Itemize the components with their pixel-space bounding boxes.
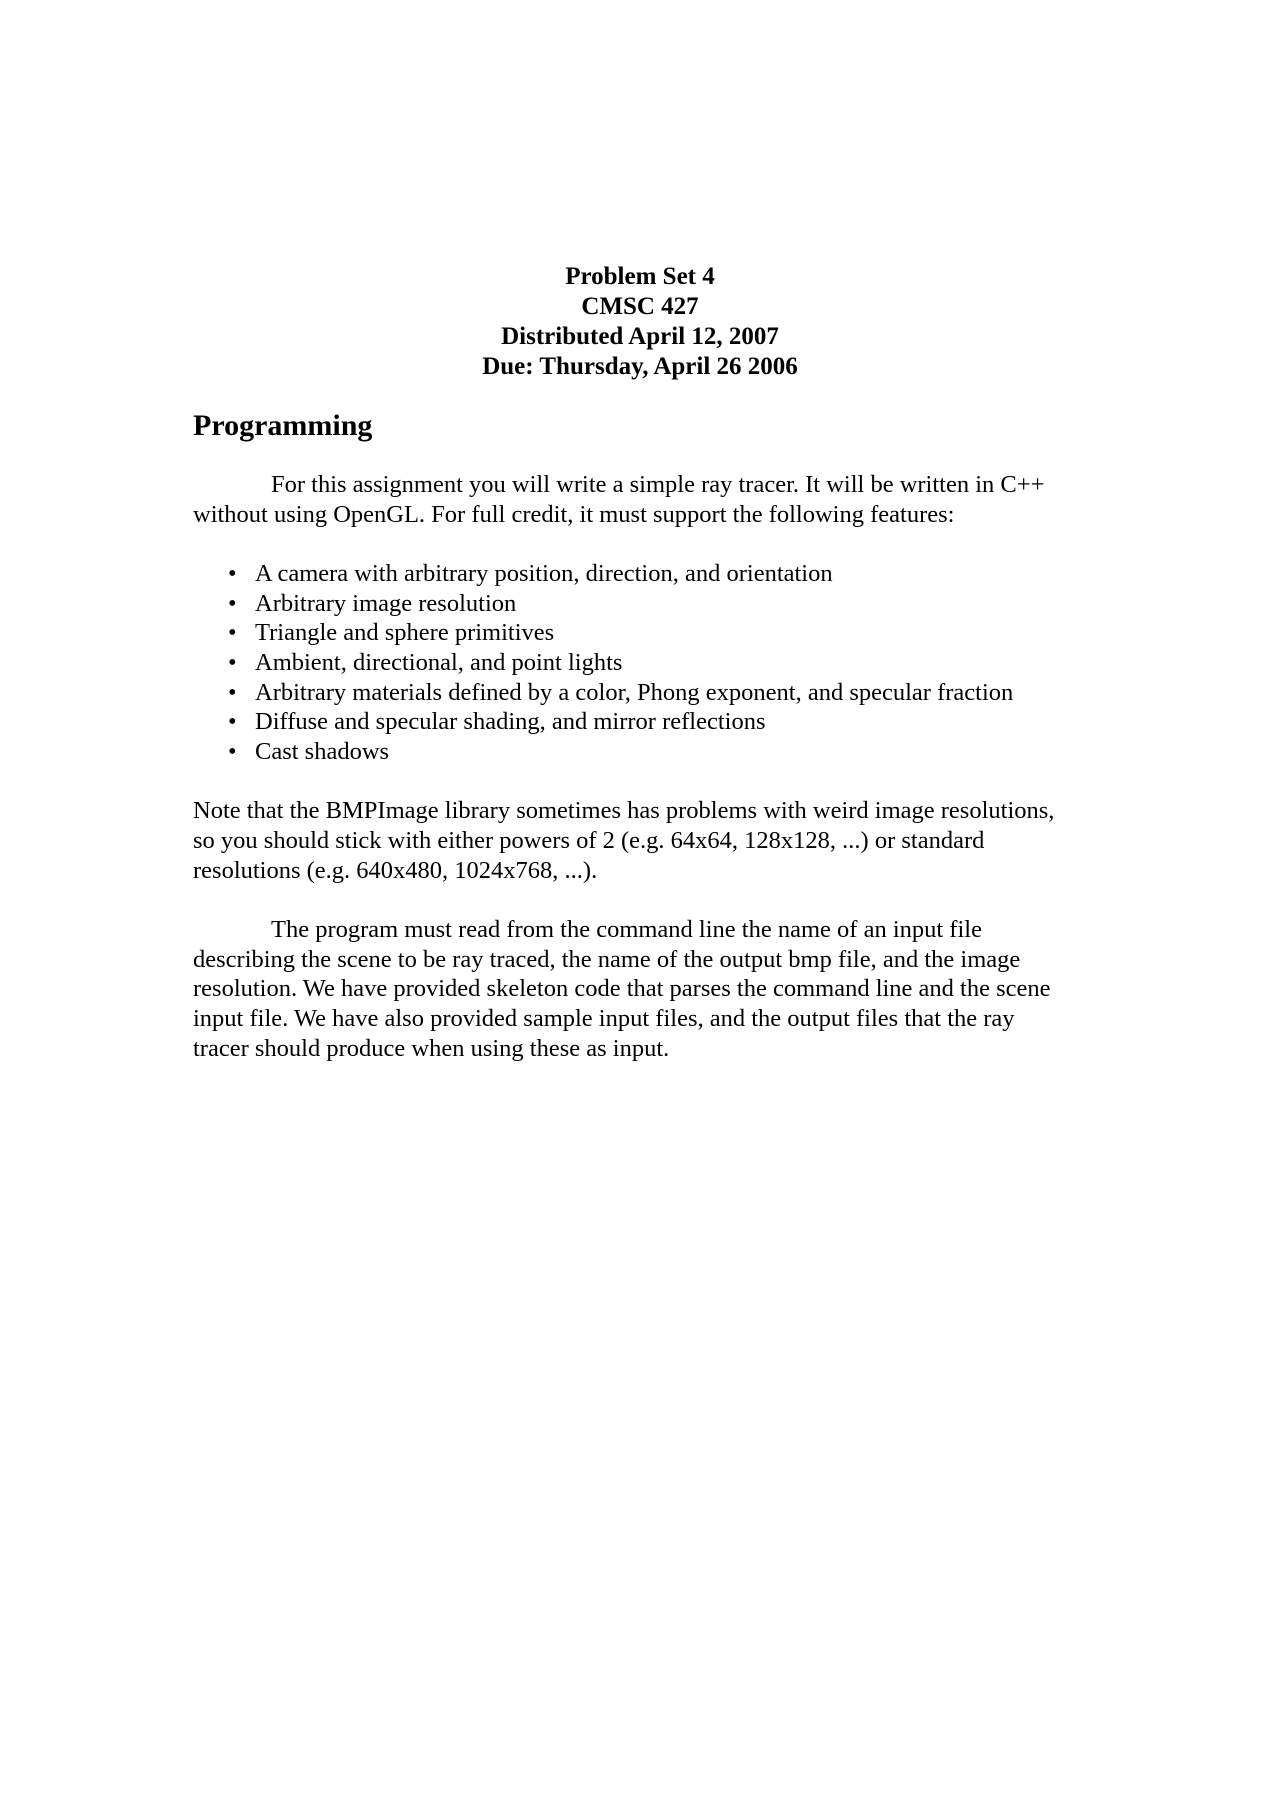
- problem-set-title: Problem Set 4: [565, 263, 715, 290]
- bullet-icon: •: [228, 560, 237, 588]
- feature-item: [193, 678, 1133, 708]
- feature-item: [193, 707, 1133, 737]
- program-line: describing the scene to be ray traced, the name of the output bmp file, and the image: [193, 945, 1021, 973]
- program-line: input file. We have also provided sample input files, and the output files that the ray: [193, 1004, 1015, 1032]
- program-line: The program must read from the command line the name of an input file: [271, 916, 982, 944]
- bullet-icon: •: [228, 589, 237, 617]
- program-line: resolution. We have provided skeleton code that parses the command line and the scene: [193, 975, 1051, 1003]
- due-date: Due: Thursday, April 26 2006: [482, 353, 798, 380]
- bullet-icon: •: [228, 678, 237, 706]
- intro-line: without using OpenGL. For full credit, it must support the following features:: [193, 500, 955, 528]
- intro-line: For this assignment you will write a simple ray tracer. It will be written in C++: [271, 471, 1045, 498]
- document-body: [193, 408, 1133, 1093]
- feature-item: [193, 559, 1133, 589]
- feature-text: Arbitrary image resolution: [255, 589, 517, 617]
- document-header: [0, 262, 1280, 382]
- note-line: resolutions (e.g. 640x480, 1024x768, ...).: [193, 856, 598, 884]
- feature-item: [193, 648, 1133, 678]
- feature-item: [193, 589, 1133, 619]
- bullet-icon: •: [228, 708, 237, 736]
- note-line: Note that the BMPImage library sometimes has problems with weird image resolutions,: [193, 797, 1055, 825]
- distributed-date: Distributed April 12, 2007: [501, 323, 779, 350]
- feature-text: Diffuse and specular shading, and mirror reflections: [255, 708, 766, 736]
- feature-item: [193, 618, 1133, 648]
- feature-list: [193, 559, 1133, 766]
- feature-item: [193, 737, 1133, 767]
- note-line: so you should stick with either powers of 2 (e.g. 64x64, 128x128, ...) or standard: [193, 826, 985, 854]
- bullet-icon: •: [228, 648, 237, 676]
- program-line: tracer should produce when using these as input.: [193, 1034, 670, 1062]
- feature-text: Ambient, directional, and point lights: [255, 648, 623, 676]
- feature-text: A camera with arbitrary position, direction, and orientation: [255, 560, 833, 588]
- feature-text: Arbitrary materials defined by a color, Phong exponent, and specular fraction: [255, 678, 1014, 706]
- course-code: CMSC 427: [581, 293, 699, 320]
- program-paragraph: [193, 915, 1133, 1063]
- intro-paragraph: [193, 470, 1133, 529]
- bullet-icon: •: [228, 737, 237, 765]
- section-heading-programming: Programming: [193, 409, 373, 442]
- feature-text: Triangle and sphere primitives: [255, 619, 555, 647]
- note-paragraph: [193, 796, 1133, 885]
- feature-text: Cast shadows: [255, 737, 390, 765]
- bullet-icon: •: [228, 619, 237, 647]
